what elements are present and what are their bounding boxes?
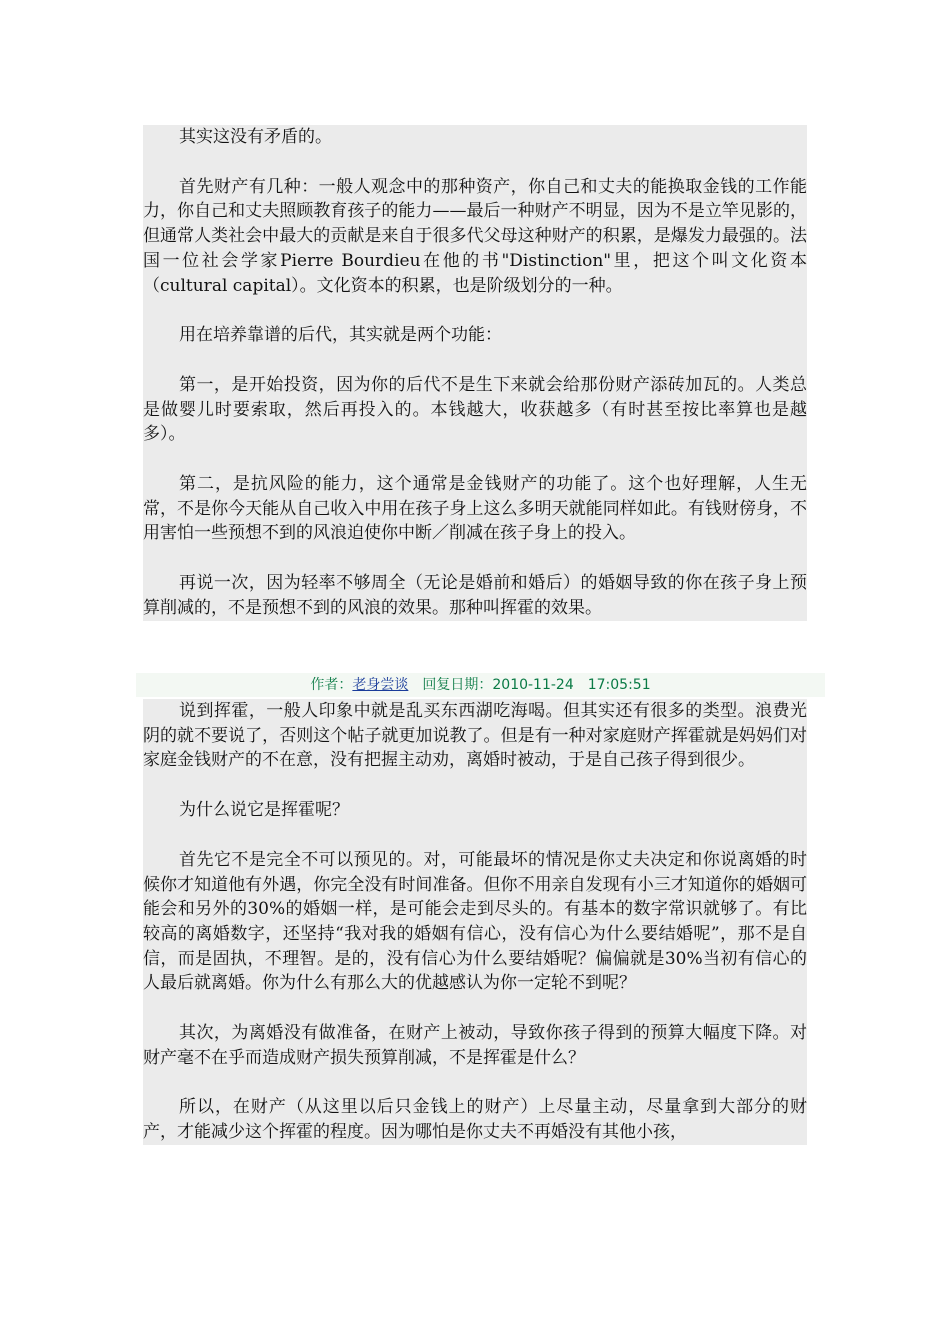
paragraph: 为什么说它是挥霍呢？ (179, 800, 349, 821)
paragraph: 所以，在财产（从这里以后只金钱上的财产）上尽量主动，尽量拿到大部分的财产，才能减少这个挥霍的程度。因为哪怕是你丈夫不再婚没有其他小孩， (143, 1097, 807, 1143)
paragraph: 首先它不是完全不可以预见的。对，可能最坏的情况是你丈夫决定和你说离婚的时候你才知道他有外遇，你完全没有时间准备。但你不用亲自发现有小三才知道你的婚姻可能会和另外的30%的婚姻一样，是可能会走到尽头的。有基本的数字常识就够了。有比较高的离婚数字，还坚持“我对我的婚姻有信心，没有信心为什么要结婚呢”，那不是自信，而是固执，不理智。是的，没有信心为什么要结婚呢？偏偏就是30%当初有信心的人最后就离婚。你为什么有那么大的优越感认为你一定轮不到呢？ (143, 849, 807, 994)
paragraph-gap (143, 298, 807, 323)
author-link[interactable]: 老身尝谈 (352, 677, 409, 693)
paragraph-gap (143, 1070, 807, 1095)
post-body-part-2 (143, 699, 807, 1145)
paragraph: 第二，是抗风险的能力，这个通常是金钱财产的功能了。这个也好理解，人生无常，不是你今天能从自己收入中用在孩子身上这么多明天就能同样如此。有钱财傍身，不用害怕一些预想不到的风浪迫使你中断／削减在孩子身上的投入。 (143, 474, 807, 544)
paragraph: 其实这没有矛盾的。 (179, 127, 332, 147)
reply-date-label: 回复日期： (422, 677, 493, 693)
paragraph-gap (143, 823, 807, 848)
post-body-part-1 (143, 125, 807, 621)
paragraph: 第一，是开始投资，因为你的后代不是生下来就会给那份财产添砖加瓦的。人类总是做婴儿时要索取，然后再投入的。本钱越大，收获越多（有时甚至按比率算也是越多）。 (143, 374, 807, 445)
paragraph-gap (143, 773, 807, 798)
paragraph: 其次，为离婚没有做准备，在财产上被动，导致你孩子得到的预算大幅度下降。对财产毫不在乎而造成财产损失预算削减，不是挥霍是什么？ (143, 1023, 807, 1068)
paragraph-gap (143, 447, 807, 472)
reply-info-bar (136, 673, 825, 697)
paragraph-gap (143, 348, 807, 373)
author-label: 作者： (310, 677, 353, 693)
paragraph: 说到挥霍，一般人印象中就是乱买东西湖吃海喝。但其实还有很多的类型。浪费光阴的就不要说了，否则这个帖子就更加说教了。但是有一种对家庭财产挥霍就是妈妈们对家庭金钱财产的不在意，没有把握主动劝，离婚时被动，于是自己孩子得到很少。 (143, 701, 807, 771)
reply-date: 2010-11-24 17:05:51 (492, 677, 651, 693)
paragraph: 用在培养靠谱的后代，其实就是两个功能： (179, 325, 502, 346)
paragraph-gap (143, 996, 807, 1021)
paragraph: 再说一次，因为轻率不够周全（无论是婚前和婚后）的婚姻导致的你在孩子身上预算削减的，不是预想不到的风浪的效果。那种叫挥霍的效果。 (143, 573, 807, 618)
paragraph-gap (143, 546, 807, 571)
paragraph: 首先财产有几种：一般人观念中的那种资产，你自己和丈夫的能换取金钱的工作能力，你自己和丈夫照顾教育孩子的能力——最后一种财产不明显，因为不是立竿见影的，但通常人类社会中最大的贡献是来自于很多代父母这种财产的积累，是爆发力最强的。法国一位社会学家Pierre Bourdieu在他的书"Distinction"里，把这个叫文化资本（cultural capital）。文化资本的积累，也是阶级划分的一种。 (143, 176, 807, 296)
paragraph-gap (143, 150, 807, 175)
